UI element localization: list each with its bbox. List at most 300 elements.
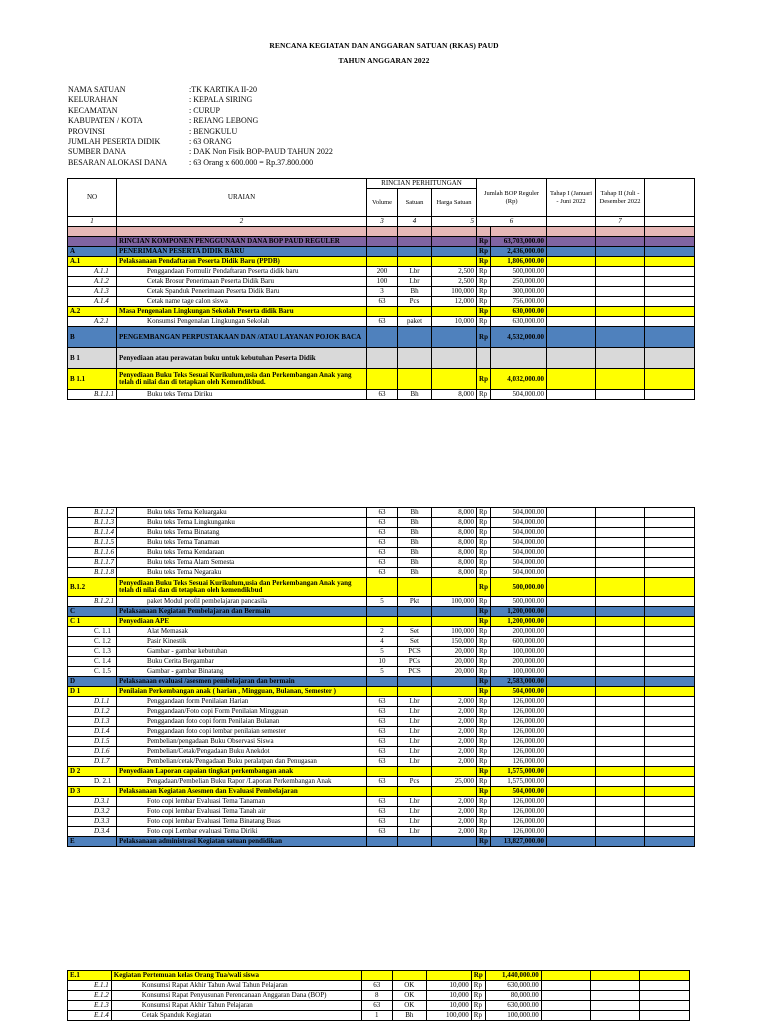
row-description: Pelaksanaan Kegiatan Asesmen dan Evaluasi Pembelajaran: [117, 787, 367, 797]
row-tahap1: [547, 287, 596, 297]
row-description: Gambar - gambar kebutuhan: [117, 647, 367, 657]
row-unit-price: 2,000: [432, 827, 477, 837]
row-unit: [398, 247, 432, 257]
row-unit: Bh: [398, 508, 432, 518]
row-unit: Pcs: [398, 297, 432, 307]
row-tahap2: [596, 297, 645, 307]
row-currency: Rp: [477, 508, 491, 518]
row-unit: Lbr: [398, 707, 432, 717]
row-currency: Rp: [477, 837, 491, 847]
row-tahap2: [596, 390, 645, 400]
row-amount: 126,000.00: [491, 697, 547, 707]
row-code: A.1.3: [68, 287, 117, 297]
row-unit-price: 20,000: [432, 667, 477, 677]
row-tahap2: [596, 277, 645, 287]
identity-value: : KEPALA SIRING: [189, 95, 253, 105]
row-unit-price: 2,500: [432, 277, 477, 287]
row-code: B.1.1.4: [68, 528, 117, 538]
budget-row: [68, 817, 695, 827]
row-tahap2: [596, 777, 645, 787]
row-tahap1: [547, 327, 596, 348]
row-code: D 3: [68, 787, 117, 797]
row-extra: [645, 727, 695, 737]
row-unit: PCS: [398, 667, 432, 677]
row-extra: [645, 687, 695, 697]
row-tahap1: [547, 538, 596, 548]
row-unit: [398, 687, 432, 697]
row-tahap1: [547, 617, 596, 627]
row-unit-price: 10,000: [426, 981, 471, 991]
row-unit-price: 25,000: [432, 777, 477, 787]
row-extra: [645, 617, 695, 627]
row-extra: [645, 277, 695, 287]
row-tahap1: [547, 777, 596, 787]
row-amount: 1,200,000.00: [491, 607, 547, 617]
colnum-blank-2: [645, 217, 695, 227]
row-amount: 500,000.00: [491, 578, 547, 597]
row-tahap2: [596, 237, 645, 247]
row-tahap1: [547, 568, 596, 578]
row-extra: [645, 757, 695, 767]
row-code: B.1.1.3: [68, 518, 117, 528]
row-volume: 63: [367, 727, 398, 737]
row-code: A.1: [68, 257, 117, 267]
header-tahap2: Tahap II (Juli - Desember 2022: [596, 179, 645, 217]
row-description: Pembelian/cetak/Pengadaan Buku peralatpan dan Penugasan: [117, 757, 367, 767]
row-unit-price: [432, 617, 477, 627]
header-jumlah: Jumlah BOP Reguler (Rp): [477, 179, 547, 217]
row-description: Konsumsi Rapat Akhir Tahun Awal Tahun Pelajaran: [111, 981, 361, 991]
row-unit: Lbr: [398, 267, 432, 277]
row-amount: [491, 227, 547, 237]
row-unit: [398, 787, 432, 797]
row-tahap2: [596, 627, 645, 637]
row-unit: PCs: [398, 657, 432, 667]
row-tahap1: [547, 297, 596, 307]
row-unit: [398, 617, 432, 627]
row-unit: [398, 369, 432, 390]
row-unit: [398, 237, 432, 247]
row-description: Penggandaan foto copi form Penilaian Bulanan: [117, 717, 367, 727]
colnum-7: 7: [596, 217, 645, 227]
row-amount: 504,000.00: [491, 508, 547, 518]
row-unit-price: 8,000: [432, 538, 477, 548]
row-extra: [645, 777, 695, 787]
row-unit: Bh: [398, 390, 432, 400]
row-unit: Lbr: [398, 827, 432, 837]
budget-row: [68, 981, 690, 991]
row-tahap2: [596, 568, 645, 578]
identity-value: : REJANG LEBONG: [189, 116, 259, 126]
row-unit: Bh: [392, 1011, 426, 1021]
row-currency: Rp: [477, 597, 491, 607]
row-volume: 63: [361, 981, 392, 991]
row-description: Penilaian Perkembangan anak ( harian , Mingguan, Bulanan, Semester ): [117, 687, 367, 697]
budget-table-part-2: [67, 507, 695, 847]
row-currency: Rp: [471, 971, 485, 981]
header-tahap1: Tahap I (Januari - Juni 2022: [547, 179, 596, 217]
row-currency: Rp: [477, 277, 491, 287]
row-volume: 4: [367, 637, 398, 647]
row-tahap2: [596, 737, 645, 747]
row-currency: Rp: [477, 390, 491, 400]
row-description: Pelaksanaan evaluasi /asesmen pembelajaran dan bermain: [117, 677, 367, 687]
row-extra: [645, 667, 695, 677]
row-tahap1: [547, 307, 596, 317]
budget-row: [68, 607, 695, 617]
row-description: Cetak Spanduk Kegiatan: [111, 1011, 361, 1021]
row-unit: Lbr: [398, 817, 432, 827]
row-tahap1: [547, 827, 596, 837]
row-tahap2: [596, 827, 645, 837]
row-description: Pasir Kinestik: [117, 637, 367, 647]
row-code: D: [68, 677, 117, 687]
row-code: B.1.2.1: [68, 597, 117, 607]
row-extra: [645, 237, 695, 247]
row-tahap2: [596, 257, 645, 267]
row-tahap1: [547, 797, 596, 807]
row-unit-price: 2,000: [432, 707, 477, 717]
row-unit: Bh: [398, 568, 432, 578]
row-unit: [398, 607, 432, 617]
row-volume: 5: [367, 597, 398, 607]
colnum-blank: [547, 217, 596, 227]
row-tahap2: [596, 667, 645, 677]
row-unit: OK: [392, 1001, 426, 1011]
row-tahap2: [596, 558, 645, 568]
row-tahap2: [596, 707, 645, 717]
row-description: Pelaksanaan administrasi Kegiatan satuan pendidikan: [117, 837, 367, 847]
budget-row: [68, 518, 695, 528]
row-volume: [367, 578, 398, 597]
row-code: A: [68, 247, 117, 257]
row-amount: [491, 348, 547, 369]
row-volume: 63: [367, 538, 398, 548]
budget-row: [68, 717, 695, 727]
identity-label: KABUPATEN / KOTA: [68, 116, 143, 126]
row-currency: Rp: [477, 687, 491, 697]
row-volume: [367, 257, 398, 267]
row-code: D.3.2: [68, 807, 117, 817]
row-extra: [645, 747, 695, 757]
row-code: D.3.3: [68, 817, 117, 827]
row-currency: Rp: [477, 767, 491, 777]
row-description: Buku teks Tema Keluargaku: [117, 508, 367, 518]
row-unit: paket: [398, 317, 432, 327]
row-extra: [645, 518, 695, 528]
row-tahap1: [547, 697, 596, 707]
row-tahap2: [596, 727, 645, 737]
row-unit: Lbr: [398, 727, 432, 737]
row-description: paket Modul profil pembelajaran pancasila: [117, 597, 367, 607]
row-tahap2: [596, 797, 645, 807]
row-unit: Bh: [398, 287, 432, 297]
row-currency: Rp: [477, 247, 491, 257]
row-volume: 63: [367, 518, 398, 528]
row-code: B.1.1.2: [68, 508, 117, 518]
row-currency: Rp: [477, 827, 491, 837]
row-currency: Rp: [477, 307, 491, 317]
row-amount: 126,000.00: [491, 827, 547, 837]
budget-row: [68, 369, 695, 390]
row-code: E.1.2: [68, 991, 112, 1001]
row-description: Foto copi lembar Evaluasi Tema Tanaman: [117, 797, 367, 807]
row-volume: 63: [367, 548, 398, 558]
row-extra: [645, 627, 695, 637]
budget-row: [68, 227, 695, 237]
row-tahap2: [596, 837, 645, 847]
row-extra: [639, 1011, 689, 1021]
row-tahap1: [547, 369, 596, 390]
row-description: Penyediaan Buku Teks Sesuai Kurikulum,usia dan Perkembangan Anak yang telah di nilai dan di tetapkan oleh Kemendikbud.: [117, 369, 367, 390]
row-currency: Rp: [477, 677, 491, 687]
header-rincian: RINCIAN PERHITUNGAN: [367, 179, 477, 189]
row-extra: [645, 327, 695, 348]
row-currency: Rp: [477, 578, 491, 597]
row-unit: Pcs: [398, 777, 432, 787]
identity-value: : 63 Orang x 600.000 = Rp.37.800.000: [189, 157, 314, 167]
row-unit: [392, 971, 426, 981]
header-harga: Harga Satuan: [432, 189, 477, 217]
row-tahap1: [541, 991, 590, 1001]
row-currency: Rp: [477, 267, 491, 277]
row-tahap1: [547, 227, 596, 237]
row-code: C 1: [68, 617, 117, 627]
row-tahap2: [596, 317, 645, 327]
row-currency: Rp: [477, 237, 491, 247]
row-amount: 630,000.00: [491, 307, 547, 317]
row-amount: 126,000.00: [491, 717, 547, 727]
row-description: Penggandaan foto copi lembar penilaian semester: [117, 727, 367, 737]
row-description: Penggandaan Formulir Pendaftaran Peserta didik baru: [117, 267, 367, 277]
row-code: B.1.1.6: [68, 548, 117, 558]
budget-row: [68, 617, 695, 627]
row-extra: [645, 390, 695, 400]
header-uraian: URAIAN: [117, 179, 367, 217]
row-code: C. 1.2: [68, 637, 117, 647]
row-description: Foto copi lembar Evaluasi Tema Binatang Buas: [117, 817, 367, 827]
row-volume: [367, 837, 398, 847]
identity-value: :TK KARTIKA II-20: [189, 85, 257, 94]
row-extra: [645, 657, 695, 667]
row-unit: Set: [398, 637, 432, 647]
row-amount: 100,000.00: [491, 647, 547, 657]
row-currency: Rp: [477, 287, 491, 297]
row-extra: [639, 971, 689, 981]
budget-row: [68, 267, 695, 277]
row-code: D 2: [68, 767, 117, 777]
budget-row: [68, 528, 695, 538]
row-unit: OK: [392, 991, 426, 1001]
row-tahap2: [596, 348, 645, 369]
row-unit: [398, 578, 432, 597]
row-unit-price: [426, 971, 471, 981]
row-amount: 100,000.00: [491, 667, 547, 677]
row-tahap2: [596, 247, 645, 257]
row-unit-price: 8,000: [432, 568, 477, 578]
row-amount: 600,000.00: [491, 637, 547, 647]
row-tahap2: [596, 687, 645, 697]
budget-row: [68, 348, 695, 369]
row-tahap1: [547, 237, 596, 247]
row-tahap1: [547, 508, 596, 518]
row-extra: [645, 508, 695, 518]
budget-table-part-1: [67, 178, 695, 400]
budget-row: [68, 307, 695, 317]
row-tahap2: [596, 817, 645, 827]
row-unit-price: 2,000: [432, 757, 477, 767]
row-description: Penyediaan APE: [117, 617, 367, 627]
row-unit: [398, 227, 432, 237]
row-volume: 63: [367, 757, 398, 767]
row-unit-price: 2,000: [432, 817, 477, 827]
document-title: RENCANA KEGIATAN DAN ANGGARAN SATUAN (RKAS) PAUD: [269, 41, 499, 50]
row-tahap2: [596, 767, 645, 777]
row-code: D.1.1: [68, 697, 117, 707]
row-unit-price: 8,000: [432, 548, 477, 558]
budget-row: [68, 548, 695, 558]
row-unit: [398, 307, 432, 317]
row-description: Cetak name tage calon siswa: [117, 297, 367, 307]
row-tahap2: [596, 518, 645, 528]
row-volume: 63: [367, 317, 398, 327]
row-amount: 504,000.00: [491, 558, 547, 568]
row-code: C. 1.5: [68, 667, 117, 677]
row-unit-price: [432, 369, 477, 390]
row-extra: [645, 807, 695, 817]
row-currency: Rp: [471, 1011, 485, 1021]
row-currency: Rp: [477, 667, 491, 677]
row-tahap2: [596, 677, 645, 687]
row-volume: 63: [367, 737, 398, 747]
row-unit-price: [432, 307, 477, 317]
row-code: B.1.1.7: [68, 558, 117, 568]
row-amount: 504,000.00: [491, 390, 547, 400]
row-tahap1: [547, 717, 596, 727]
row-extra: [645, 837, 695, 847]
row-description: Konsumsi Rapat Akhir Tahun Pelajaran: [111, 1001, 361, 1011]
row-code: E.1.3: [68, 1001, 112, 1011]
identity-label: NAMA SATUAN: [68, 85, 126, 94]
row-volume: 5: [367, 647, 398, 657]
row-description: Buku teks Tema Diriku: [117, 390, 367, 400]
colnum-5: 5: [432, 217, 477, 227]
row-extra: [645, 767, 695, 777]
row-volume: 100: [367, 277, 398, 287]
row-tahap1: [547, 267, 596, 277]
row-unit: Lbr: [398, 757, 432, 767]
row-tahap1: [547, 737, 596, 747]
row-code: [68, 237, 117, 247]
row-unit: [398, 257, 432, 267]
row-unit-price: 2,000: [432, 717, 477, 727]
row-extra: [645, 287, 695, 297]
row-amount: 504,000.00: [491, 687, 547, 697]
row-amount: 630,000.00: [485, 981, 541, 991]
row-tahap2: [590, 981, 639, 991]
row-unit-price: 8,000: [432, 558, 477, 568]
row-volume: 1: [361, 1011, 392, 1021]
row-volume: 63: [367, 827, 398, 837]
document-subtitle: TAHUN ANGGARAN 2022: [338, 56, 430, 65]
row-code: D.1.4: [68, 727, 117, 737]
row-currency: Rp: [477, 538, 491, 548]
row-amount: 630,000.00: [485, 1001, 541, 1011]
row-tahap1: [547, 637, 596, 647]
row-code: D.1.5: [68, 737, 117, 747]
row-currency: Rp: [477, 717, 491, 727]
row-unit: Pkt: [398, 597, 432, 607]
row-unit-price: 2,000: [432, 807, 477, 817]
identity-label: KELURAHAN: [68, 95, 118, 105]
row-extra: [645, 307, 695, 317]
row-extra: [645, 787, 695, 797]
budget-row: [68, 971, 690, 981]
row-volume: 63: [367, 797, 398, 807]
row-volume: 63: [367, 777, 398, 787]
row-currency: Rp: [477, 327, 491, 348]
row-unit: Lbr: [398, 737, 432, 747]
row-unit: [398, 348, 432, 369]
row-currency: Rp: [471, 981, 485, 991]
row-code: D.3.4: [68, 827, 117, 837]
row-description: Pelaksanaan Pendaftaran Peserta Didik Baru (PPDB): [117, 257, 367, 267]
row-amount: 126,000.00: [491, 727, 547, 737]
row-unit-price: 2,500: [432, 267, 477, 277]
row-unit-price: [432, 787, 477, 797]
row-description: Penyediaan Laporan capaian tingkat perkembangan anak: [117, 767, 367, 777]
row-tahap1: [547, 317, 596, 327]
row-tahap2: [596, 578, 645, 597]
row-extra: [645, 697, 695, 707]
column-number-row: [68, 217, 695, 227]
row-currency: Rp: [477, 697, 491, 707]
row-tahap1: [547, 548, 596, 558]
row-volume: 63: [367, 817, 398, 827]
row-unit: PCS: [398, 647, 432, 657]
row-unit-price: [432, 257, 477, 267]
row-tahap2: [596, 307, 645, 317]
row-amount: 1,575,000.00: [491, 777, 547, 787]
budget-row: [68, 1011, 690, 1021]
row-currency: Rp: [477, 369, 491, 390]
row-volume: [367, 348, 398, 369]
row-volume: [367, 787, 398, 797]
budget-row: [68, 767, 695, 777]
row-volume: 63: [367, 558, 398, 568]
row-currency: Rp: [477, 647, 491, 657]
row-volume: 10: [367, 657, 398, 667]
row-code: C. 1.3: [68, 647, 117, 657]
row-volume: 63: [361, 1001, 392, 1011]
row-description: Gambar - gambar Binatang: [117, 667, 367, 677]
budget-row: [68, 627, 695, 637]
row-amount: 504,000.00: [491, 518, 547, 528]
row-currency: Rp: [477, 797, 491, 807]
row-tahap1: [547, 707, 596, 717]
budget-row: [68, 317, 695, 327]
row-amount: 63,703,000.00: [491, 237, 547, 247]
row-tahap1: [547, 528, 596, 538]
row-volume: 63: [367, 390, 398, 400]
row-unit: Lbr: [398, 747, 432, 757]
budget-row: [68, 578, 695, 597]
row-unit-price: 8,000: [432, 390, 477, 400]
row-extra: [645, 317, 695, 327]
row-volume: [367, 247, 398, 257]
row-tahap2: [596, 807, 645, 817]
row-currency: Rp: [477, 297, 491, 307]
